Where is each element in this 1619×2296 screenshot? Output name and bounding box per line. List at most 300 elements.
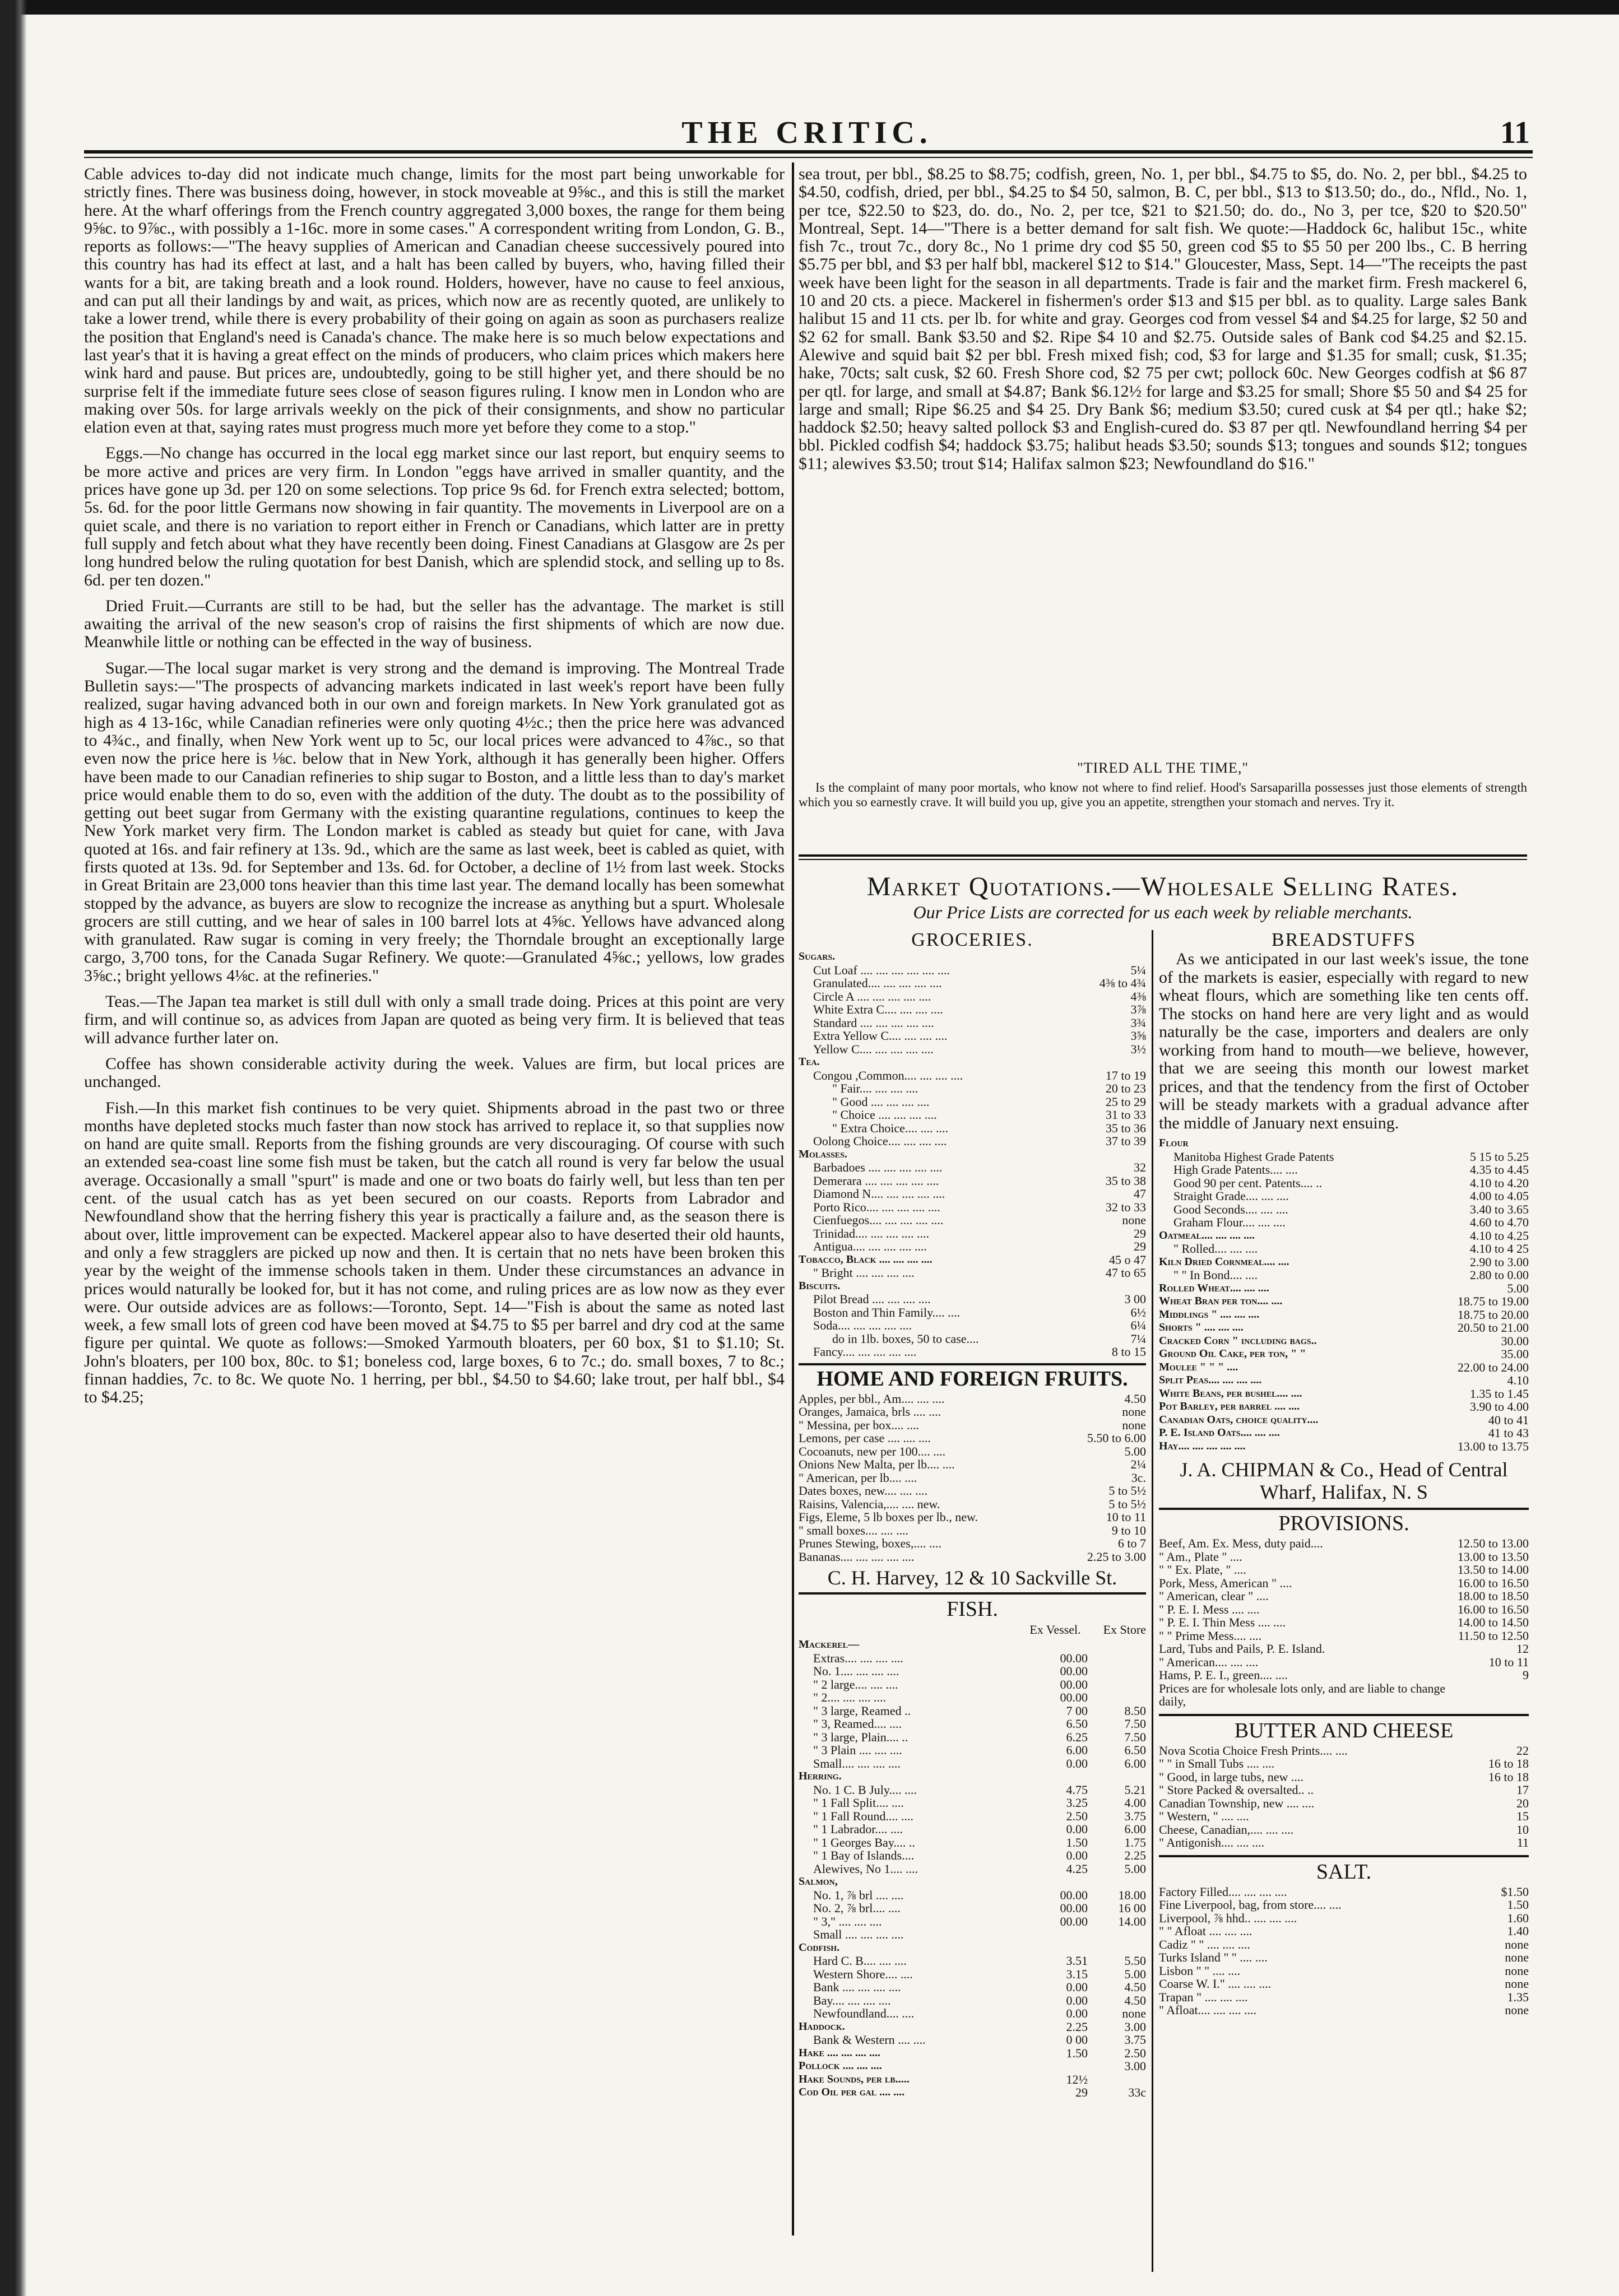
price-value: 4.10 to 4.25 [1469, 1228, 1529, 1243]
price-value: 4⅜ to 4¾ [1099, 976, 1146, 990]
price-row [799, 950, 1146, 964]
price-row [799, 1994, 1146, 2007]
price-item-label: Cracked Corn " including bags.. [1159, 1334, 1317, 1347]
notice-body: Is the complaint of many poor mortals, who know not where to find relief. Hood's Sarsaparilla possesses just those elements of strength which you so earnestly crave. It will build you up, give you an appetite, strengthen your stomach and nerves. Try it. [799, 780, 1527, 810]
price-item-label: " Afloat.... .... .... .... [1159, 2003, 1256, 2017]
price-ex-store [1088, 1770, 1146, 1783]
price-row [799, 1889, 1146, 1902]
provisions-heading: PROVISIONS. [1278, 1512, 1409, 1535]
price-ex-vessel [1029, 1941, 1088, 1955]
price-item-label: Extras.... .... .... .... [813, 1651, 903, 1665]
price-value: 9 [1523, 1668, 1529, 1682]
price-ex-store: 1.75 [1124, 1835, 1146, 1849]
price-item-label: Porto Rico.... .... .... .... .... [813, 1200, 940, 1214]
price-item-label: Split Peas.... .... .... .... [1159, 1374, 1262, 1386]
price-row [1159, 1951, 1529, 1964]
price-item-label: Sugars. [799, 950, 836, 963]
price-value: 1.50 [1507, 1898, 1529, 1912]
notice-heading: "TIRED ALL THE TIME," [1077, 760, 1249, 776]
price-row [799, 2020, 1146, 2034]
price-value [1070, 1148, 1146, 1161]
price-value: 45 o 47 [1109, 1252, 1146, 1267]
price-item-label: Kiln Dried Cornmeal.... .... [1159, 1255, 1289, 1268]
price-value: 47 [1134, 1187, 1146, 1201]
price-item-label: Hake Sounds, per lb..... [799, 2072, 910, 2085]
scan-edge-top [0, 0, 1619, 15]
price-value: 5.50 to 6.00 [1087, 1431, 1146, 1445]
price-ex-vessel: 00.00 [1060, 1651, 1088, 1665]
price-row [799, 1471, 1146, 1485]
price-ex-vessel: 0.00 [1066, 1993, 1088, 2007]
price-value: none [1505, 1950, 1529, 1964]
price-row [799, 1691, 1146, 1704]
price-item-label: Pork, Mess, American " .... [1159, 1575, 1292, 1590]
price-value: 3.90 to 4.00 [1469, 1400, 1529, 1414]
price-item-label: Cod Oil per gal .... .... [799, 2086, 905, 2098]
price-value: 4.10 to 4 25 [1469, 1242, 1529, 1256]
price-item-label: " Bright .... .... .... .... [813, 1266, 915, 1280]
price-row [799, 1253, 1146, 1267]
price-ex-store: 2.25 [1124, 1848, 1146, 1862]
price-item-label: " Choice .... .... .... .... [832, 1108, 937, 1122]
price-ex-store [1088, 1665, 1146, 1678]
price-row [799, 2073, 1146, 2086]
price-row [799, 1266, 1146, 1280]
price-item-label: " American, per lb.... .... [799, 1470, 917, 1485]
price-row [799, 1187, 1146, 1201]
price-row [799, 1717, 1146, 1731]
price-item-label: Pilot Bread .... .... .... .... [813, 1292, 931, 1306]
breadstuffs-table [1159, 1137, 1529, 1453]
price-value: none [1122, 1417, 1146, 1432]
price-value: 25 to 29 [1105, 1094, 1146, 1109]
price-value [1070, 1280, 1146, 1293]
price-ex-store: 4.00 [1124, 1796, 1146, 1810]
price-item-label: Cienfuegos.... .... .... .... .... [813, 1213, 944, 1227]
price-row [1159, 1616, 1529, 1629]
price-row [799, 1941, 1146, 1955]
price-item-label: Lemons, per case .... .... .... [799, 1431, 931, 1445]
price-value: 16.00 to 16.50 [1457, 1575, 1529, 1590]
butter-cheese-table [1159, 1744, 1529, 1849]
price-item-label: Hams, P. E. I., green.... .... [1159, 1668, 1288, 1682]
price-item-label: " 2.... .... .... .... [813, 1690, 886, 1704]
price-item-label: Trapan " .... .... .... [1159, 1990, 1248, 2004]
price-value: 13.00 to 13.75 [1457, 1439, 1529, 1453]
price-value: 22 [1516, 1743, 1529, 1758]
price-value: 5 15 to 5.25 [1469, 1149, 1529, 1164]
price-item-label: Lisbon " " .... .... [1159, 1963, 1241, 1978]
price-item-label: Liverpool, ⅞ hhd.. .... .... .... [1159, 1911, 1297, 1925]
price-value: 29 [1134, 1226, 1146, 1240]
price-value: 32 to 33 [1105, 1200, 1146, 1214]
price-value: 22.00 to 24.00 [1457, 1360, 1529, 1374]
price-value: $1.50 [1501, 1884, 1529, 1899]
price-row [799, 1431, 1146, 1445]
price-item-label: Soda.... .... .... .... .... [813, 1318, 912, 1332]
price-row [1159, 1189, 1529, 1203]
price-item-label: " Fair.... .... .... .... [832, 1081, 918, 1095]
price-row [799, 1458, 1146, 1471]
price-ex-vessel: 00.00 [1060, 1664, 1088, 1678]
price-item-label: Raisins, Valencia,.... .... new. [799, 1496, 940, 1511]
price-row [1159, 1744, 1529, 1758]
price-row [1159, 1321, 1529, 1335]
price-row [1159, 1991, 1529, 2004]
price-item-label: " 2 large.... .... .... [813, 1677, 898, 1691]
price-value: 14.00 to 14.50 [1457, 1615, 1529, 1629]
price-ex-store [1088, 1928, 1146, 1941]
price-row [799, 1954, 1146, 1968]
price-value: 18.75 to 19.00 [1457, 1294, 1529, 1308]
price-row [799, 1227, 1146, 1240]
page-number: 11 [1500, 115, 1530, 150]
market-rule-top-thin [799, 859, 1527, 860]
fish-col-ex-store: Ex Store [1103, 1623, 1146, 1637]
price-item-label: Bank .... .... .... .... [813, 1980, 901, 1994]
price-value: 17 [1516, 1783, 1529, 1797]
price-ex-store: 6.50 [1124, 1743, 1146, 1757]
price-value: 2.25 to 3.00 [1087, 1549, 1146, 1564]
price-row [799, 990, 1146, 1003]
price-item-label: Congou ,Common.... .... .... .... [813, 1068, 963, 1082]
price-ex-vessel: 00.00 [1060, 1914, 1088, 1928]
price-value: 4.10 [1507, 1373, 1529, 1387]
price-row [1159, 1589, 1529, 1603]
column-divider [792, 162, 794, 2235]
price-ex-store: 3.75 [1124, 2033, 1146, 2047]
price-item-label: Factory Filled.... .... .... .... [1159, 1884, 1287, 1899]
price-row [1159, 1414, 1529, 1427]
price-ex-store: 5.21 [1124, 1782, 1146, 1797]
price-row [1159, 1426, 1529, 1440]
price-row [1159, 1757, 1529, 1770]
salt-table [1159, 1885, 1529, 2017]
price-ex-vessel: 12½ [1066, 2072, 1088, 2086]
price-row [799, 1082, 1146, 1095]
price-item-label: Herring. [799, 1770, 842, 1782]
price-value: 18.75 to 20.00 [1457, 1307, 1529, 1322]
price-item-label: Hake .... .... .... .... [799, 2046, 880, 2059]
price-row [799, 964, 1146, 977]
price-ex-vessel: 3.15 [1066, 1967, 1088, 1981]
price-row [799, 1823, 1146, 1836]
price-ex-vessel [1029, 1770, 1088, 1783]
price-item-label: " Extra Choice.... .... .... [832, 1121, 948, 1135]
price-item-label: " " In Bond.... .... [1173, 1268, 1258, 1282]
price-ex-vessel: 6.00 [1066, 1743, 1088, 1757]
price-item-label: Beef, Am. Ex. Mess, duty paid.... [1159, 1536, 1323, 1550]
price-row [799, 1928, 1146, 1941]
price-item-label: Wheat Bran per ton.... .... [1159, 1295, 1283, 1307]
fish-heading: FISH. [947, 1597, 998, 1621]
price-item-label: " " in Small Tubs .... .... [1159, 1756, 1275, 1770]
price-row [799, 2086, 1146, 2099]
price-row [799, 1405, 1146, 1419]
price-value: 13.50 to 14.00 [1457, 1563, 1529, 1577]
price-row [799, 1029, 1146, 1043]
price-row [799, 1810, 1146, 1823]
fish-col-ex-vessel: Ex Vessel. [1029, 1623, 1081, 1637]
price-value: 2.80 to 0.00 [1469, 1268, 1529, 1282]
price-item-label: Newfoundland.... .... [813, 2006, 915, 2020]
market-quotations-title: Market Quotations.—Wholesale Selling Rates. [866, 872, 1459, 901]
price-item-label: Manitoba Highest Grade Patents [1173, 1149, 1334, 1164]
price-item-label: Oatmeal.... .... .... .... [1159, 1229, 1255, 1242]
article-fish-continued: sea trout, per bbl., $8.25 to $8.75; codfish, green, No. 1, per bbl., $4.75 to $5, do. No. 2, per bbl., $4.25 to $4.50, codfish, dried, per bbl., $4.25 to $4 50, salmon, B. C, per bbl., $13 to $13.50; do., do., Nfld., No. 1, per tce, $22.50 to $23, do. do., No. 2, per tce, $21 to $21.50; do. do., No 3, per tce, $20 to $20.50" Montreal, Sept. 14—"There is a better demand for salt fish. We quote:—Haddock 6c, halibut 15c., white fish 7c., trout 7c., dory 8c., No 1 prime dry cod $5 50, green cod $5 to $5 50 per 200 lbs., C. B herring $5.75 per bbl, and $3 per half bbl, mackerel $12 to $14." Gloucester, Mass, Sept. 14—"The receipts the past week have been light for the season in all departments. Trade is fair and the market firm. Fresh mackerel 6, 10 and 20 cts. a piece. Mackerel in fishermen's order $13 and $15 per bbl. as to quality. Large sales Bank halibut 15 and 11 cts. per lb. for white and gray. Georges cod from vessel $4 and $4.25 for large, $2 50 and $2 62 for small. Bank $3.50 and $2. Ripe $4 10 and $2.75. Outside sales of Bank cod $4.25 and $2.15. Alewive and squid bait $2 per bbl. Fresh mixed fish; cod, $3 for large and $1.35 for small; cusk, $1.35; hake, 70cts; salt cusk, $2 60. Fresh Shore cod, $2 75 per cwt; pollock 60c. New Georges codfish at $6 87 per qtl. for large, and small at $4.87; Bank $6.12½ for large and $3.25 for small; Shore $5 50 and $4 25 for large and small; Ripe $6.25 and $4 25. Dry Bank $6; medium $3.50; cured cusk at $4 per qtl.; hake $2; haddock $2.50; heavy salted pollock $3 and English-cured do. $3 87 per qtl. Newfoundland herring $4 per bbl. Pickled codfish $4; haddock $3.75; halibut heads $3.50; sounds $13; tongues and sounds $12; tongues $11; alewives $3.50; trout $14; Halifax salmon $23; Newfoundland do $16." [799, 165, 1527, 473]
price-row [1159, 1836, 1529, 1849]
price-row [799, 1902, 1146, 1915]
price-item-label: " American.... .... .... [1159, 1654, 1258, 1669]
fish-column-headers [799, 1623, 1146, 1637]
price-row [799, 2047, 1146, 2060]
price-row [799, 1056, 1146, 1069]
price-item-label: Fine Liverpool, bag, from store.... .... [1159, 1898, 1342, 1912]
price-row [1159, 1137, 1529, 1150]
article-cheese: Cable advices to-day did not indicate much change, limits for the most part being unworkable for strictly fines. There was business doing, however, in stock moveable at 9⅝c., and this is still the market here. At the wharf offerings from the French country aggregated 3,000 boxes, the range for them being 9⅝c. to 9⅞c., with possibly a 1-16c. more in some cases." A correspondent writing from London, G. B., reports as follows:—"The heavy supplies of American and Canadian cheese successively poured into this country has had its effect at last, and a halt has been called by buyers, who, having filled their wants for a bit, are taking breath and a look round. Holders, however, have no cause to feel anxious, and can put all their landings by and wait, as prices, which now are as recently quoted, are unlikely to take a lower trend, while there is every probability of their going on again as soon as purchasers realize the position that England's need is Canada's chance. The make here is so much below expectations and last year's that it is having a great effect on the minds of producers, who claim prices which makers here wink hard and pause. But prices are, undoubtedly, going to be still higher yet, and there should be no surprise felt if the immediate future sees close of season figures ruling. I know men in London who are making over 50s. for large arrivals weekly on the pick of their consignments, and show no particular elation even at that, saying rates must progress much more yet before they come to a stop." [84, 165, 785, 437]
price-item-label: " Am., Plate " .... [1159, 1549, 1242, 1564]
price-value: 4.00 to 4.05 [1469, 1189, 1529, 1203]
price-row [1159, 1783, 1529, 1797]
price-value: 7¼ [1130, 1331, 1146, 1346]
fish-rule [799, 1592, 1146, 1595]
price-value: 6¼ [1130, 1318, 1146, 1332]
price-item-label: " 1 Georges Bay.... .. [813, 1835, 915, 1849]
price-ex-store: 6.00 [1124, 1822, 1146, 1836]
price-row [1159, 1537, 1529, 1550]
price-item-label: Prices are for wholesale lots only, and are liable to change daily, [1159, 1681, 1446, 1708]
price-value: 40 to 41 [1488, 1412, 1529, 1427]
price-ex-vessel: 1.50 [1066, 2046, 1088, 2060]
butter-heading: BUTTER AND CHEESE [1234, 1718, 1454, 1742]
price-item-label: " Good, in large tubs, new .... [1159, 1769, 1303, 1784]
price-item-label: High Grade Patents.... .... [1173, 1163, 1298, 1177]
price-value: 20 to 23 [1105, 1081, 1146, 1095]
price-item-label: Bananas.... .... .... .... .... [799, 1549, 915, 1564]
fruits-merchant: C. H. Harvey, 12 & 10 Sackville St. [827, 1567, 1117, 1589]
price-item-label: Yellow C.... .... .... .... .... [813, 1042, 934, 1056]
price-item-label: " 1 Bay of Islands.... [813, 1848, 915, 1862]
price-row [1159, 1374, 1529, 1387]
price-row [1159, 1642, 1529, 1656]
price-ex-vessel: 0.00 [1066, 1822, 1088, 1836]
price-ex-vessel: 0.00 [1066, 1980, 1088, 1994]
groceries-table [799, 950, 1146, 1359]
price-item-label: " Antigonish.... .... .... [1159, 1835, 1265, 1849]
price-row [1159, 1885, 1529, 1899]
price-ex-store: 33c [1128, 2085, 1146, 2099]
price-value: 9 to 10 [1111, 1523, 1146, 1537]
price-value: 5¼ [1130, 963, 1146, 977]
price-row [799, 2007, 1146, 2020]
price-row [1159, 1361, 1529, 1374]
price-ex-vessel: 0.00 [1066, 1756, 1088, 1770]
price-value: none [1505, 1963, 1529, 1978]
price-row [799, 977, 1146, 990]
price-row [799, 1240, 1146, 1253]
price-value: 41 to 43 [1488, 1426, 1529, 1440]
price-ex-store: 3.75 [1124, 1809, 1146, 1823]
price-value: 8 to 15 [1111, 1345, 1146, 1359]
price-item-label: Small.... .... .... .... [813, 1756, 901, 1770]
price-item-label: " 3," .... .... .... [813, 1914, 882, 1928]
price-row [1159, 1925, 1529, 1938]
price-row [799, 1510, 1146, 1524]
price-item-label: Granulated.... .... .... .... .... [813, 976, 942, 990]
price-ex-store: 7.50 [1124, 1730, 1146, 1744]
price-value: 4⅜ [1130, 989, 1146, 1003]
price-row [1159, 1256, 1529, 1269]
price-value: 12.50 to 13.00 [1457, 1536, 1529, 1550]
price-item-label: Codfish. [799, 1941, 840, 1954]
price-value: 3⅝ [1130, 1029, 1146, 1043]
price-value: 35.00 [1501, 1347, 1529, 1361]
price-item-label: White Extra C.... .... .... .... [813, 1002, 943, 1016]
price-row [1159, 1810, 1529, 1823]
price-value: 31 to 33 [1105, 1108, 1146, 1122]
price-value: 3½ [1130, 1042, 1146, 1056]
price-value: 16 to 18 [1488, 1769, 1529, 1784]
price-row [1159, 1177, 1529, 1190]
market-left-subcolumn [799, 930, 1146, 2275]
price-ex-vessel: 4.75 [1066, 1782, 1088, 1797]
price-value: 1.40 [1507, 1924, 1529, 1938]
price-row [799, 1108, 1146, 1122]
price-ex-store: 5.50 [1124, 1954, 1146, 1968]
price-ex-vessel [1029, 1638, 1088, 1652]
price-row [799, 1148, 1146, 1161]
article-coffee: Coffee has shown considerable activity during the week. Values are firm, but local prices are unchanged. [84, 1054, 785, 1091]
price-row [1159, 1823, 1529, 1837]
price-value: 5 to 5½ [1108, 1484, 1146, 1498]
price-ex-store: 3.00 [1124, 2059, 1146, 2073]
price-item-label: Standard .... .... .... .... .... [813, 1015, 934, 1030]
price-row [799, 1849, 1146, 1862]
price-row [799, 1419, 1146, 1432]
price-item-label: Pollock .... .... .... [799, 2060, 882, 2072]
price-value: 10 to 11 [1488, 1654, 1529, 1669]
price-ex-store: none [1122, 2006, 1146, 2020]
price-row [799, 1524, 1146, 1537]
price-item-label: Trinidad.... .... .... .... .... [813, 1226, 929, 1240]
price-ex-vessel [1029, 1928, 1088, 1941]
price-row [799, 1016, 1146, 1030]
price-item-label: Tobacco, Black .... .... .... .... [799, 1253, 933, 1266]
price-item-label: Hard C. B.... .... .... [813, 1954, 907, 1968]
price-item-label: Fancy.... .... .... .... .... [813, 1345, 917, 1359]
price-value: 4.35 to 4.45 [1469, 1163, 1529, 1177]
price-ex-vessel: 29 [1075, 2085, 1088, 2099]
price-item-label: Canadian Oats, choice quality.... [1159, 1413, 1319, 1426]
price-row [1159, 1335, 1529, 1348]
breadstuffs-merchant: J. A. CHIPMAN & Co., Head of Central Wharf, Halifax, N. S [1180, 1458, 1508, 1503]
market-column-divider [1152, 930, 1153, 2272]
masthead [84, 115, 1530, 148]
price-item-label: Bank & Western .... .... [813, 2033, 926, 2047]
price-item-label: Flour [1159, 1137, 1189, 1149]
price-row [799, 1069, 1146, 1082]
price-item-label: Nova Scotia Choice Fresh Prints.... .... [1159, 1743, 1348, 1758]
price-ex-vessel: 00.00 [1060, 1677, 1088, 1691]
price-row [1159, 1563, 1529, 1577]
price-row [1159, 1150, 1529, 1164]
price-ex-vessel: 4.25 [1066, 1861, 1088, 1876]
price-ex-vessel: 1.50 [1066, 1835, 1088, 1849]
price-item-label: " small boxes.... .... .... [799, 1523, 908, 1537]
price-ex-store: 2.50 [1124, 2046, 1146, 2060]
price-row [1159, 1203, 1529, 1216]
price-item-label: Moulee " " " .... [1159, 1360, 1238, 1373]
price-row [1159, 1242, 1529, 1256]
price-row [799, 1498, 1146, 1511]
price-item-label: Middlings " .... .... .... [1159, 1308, 1260, 1321]
price-item-label: " 3 large, Reamed .. [813, 1703, 911, 1718]
price-item-label: " " Afloat .... .... .... [1159, 1924, 1252, 1938]
price-item-label: Haddock. [799, 2020, 845, 2033]
market-right-subcolumn [1159, 930, 1529, 2275]
fruits-table [799, 1392, 1146, 1564]
price-row [1159, 1682, 1529, 1708]
price-value: 11 [1516, 1835, 1529, 1849]
price-value: 6½ [1130, 1305, 1146, 1319]
price-value: 37 to 39 [1105, 1134, 1146, 1148]
price-item-label: Western Shore.... .... [813, 1967, 913, 1981]
price-row [799, 1652, 1146, 1665]
price-item-label: Onions New Malta, per lb.... .... [799, 1457, 955, 1471]
price-item-label: Cadiz " " .... .... .... [1159, 1937, 1250, 1951]
price-row [799, 2033, 1146, 2047]
price-row [799, 1345, 1146, 1359]
price-row [799, 1201, 1146, 1214]
market-rule-top [799, 854, 1527, 857]
price-row [1159, 1347, 1529, 1361]
price-value: 17 to 19 [1105, 1068, 1146, 1082]
price-row [1159, 1964, 1529, 1978]
price-value: 15 [1516, 1809, 1529, 1823]
salt-rule [1159, 1855, 1529, 1857]
price-row [1159, 1577, 1529, 1590]
price-item-label: Turks Island " " .... .... [1159, 1950, 1268, 1964]
price-item-label: " Good .... .... .... .... [832, 1094, 930, 1109]
price-ex-vessel: 00.00 [1060, 1888, 1088, 1902]
price-item-label: Figs, Eleme, 5 lb boxes per lb., new. [799, 1510, 978, 1524]
price-item-label: Biscuits. [799, 1279, 841, 1292]
market-quotations-subtitle: Our Price Lists are corrected for us each week by reliable merchants. [913, 902, 1413, 922]
price-item-label: " 3 Plain .... .... .... [813, 1743, 902, 1757]
price-ex-store [1088, 1652, 1146, 1665]
price-row [799, 1174, 1146, 1188]
price-item-label: Mackerel— [799, 1638, 860, 1651]
price-ex-vessel: 6.50 [1066, 1717, 1088, 1731]
price-row [799, 1665, 1146, 1678]
price-item-label: Molasses. [799, 1147, 847, 1160]
price-item-label: " Messina, per box.... .... [799, 1417, 919, 1432]
salt-heading: SALT. [1316, 1860, 1372, 1884]
price-value: 4.60 to 4.70 [1469, 1215, 1529, 1229]
price-value: 3 00 [1124, 1292, 1146, 1306]
breadstuffs-heading: BREADSTUFFS [1271, 930, 1417, 950]
price-item-label: " 1 Fall Split.... .... [813, 1796, 904, 1810]
price-value: 10 to 11 [1106, 1510, 1146, 1524]
price-value: 16.00 to 16.50 [1457, 1602, 1529, 1616]
price-item-label: " Western, " .... .... [1159, 1809, 1249, 1823]
price-row [799, 1537, 1146, 1550]
price-row [799, 1319, 1146, 1332]
publication-title: THE CRITIC. [681, 115, 933, 150]
price-ex-vessel: 6.25 [1066, 1730, 1088, 1744]
price-value: 3c. [1131, 1470, 1146, 1485]
price-ex-vessel: 2.50 [1066, 1809, 1088, 1823]
